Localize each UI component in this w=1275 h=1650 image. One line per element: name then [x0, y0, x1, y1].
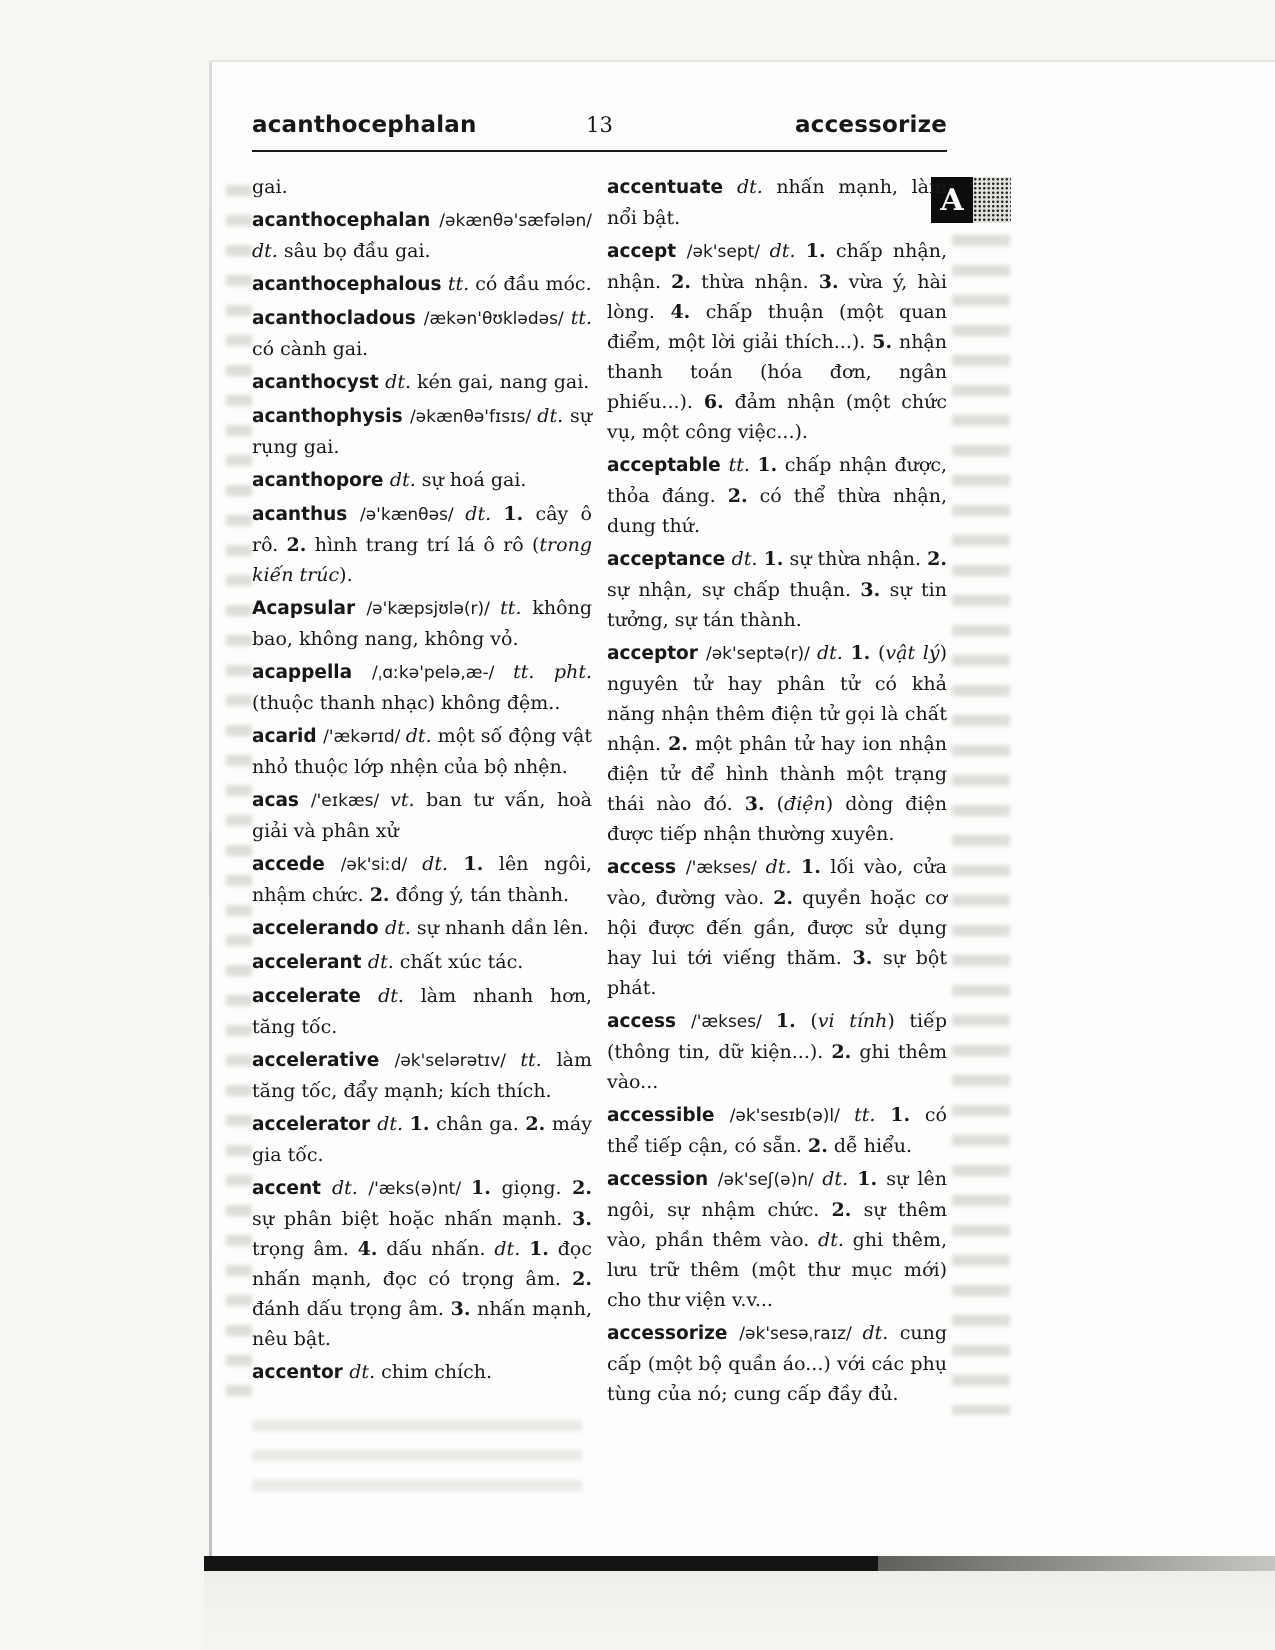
entry-segment: cây ô rô.	[252, 503, 592, 556]
entry-segment: 2.	[808, 1135, 828, 1157]
entry-segment: (	[795, 1010, 818, 1032]
entry-segment: dt.	[378, 985, 404, 1007]
bleed-through-text-bottom	[252, 1420, 582, 1510]
header-rule	[252, 150, 947, 152]
entry-segment: accelerando	[252, 918, 386, 939]
entry-segment: (thuộc thanh nhạc) không đệm..	[252, 692, 561, 714]
entry-segment: trong kiến trúc	[252, 534, 592, 586]
entry-segment: accentuate	[607, 177, 737, 198]
entry-segment: acanthopore	[252, 470, 390, 491]
entry-segment: 2.	[831, 1199, 852, 1221]
entry-segment: 1.	[890, 1104, 911, 1126]
entry-segment: accede	[252, 854, 341, 875]
entry-segment: đảm nhận (một chức vụ, một công việc...).	[607, 391, 948, 443]
dictionary-entry	[607, 236, 947, 447]
entry-segment: /ək'septə(r)/	[705, 644, 817, 664]
entry-segment: dt.	[736, 176, 763, 198]
entry-segment: acarid	[252, 726, 324, 747]
entry-segment: acanthus	[252, 504, 360, 525]
entry-segment: 1.	[763, 548, 784, 570]
dictionary-entry	[252, 1173, 592, 1354]
dictionary-entry	[252, 721, 592, 782]
dictionary-entry	[252, 172, 592, 202]
dictionary-entry	[607, 1318, 947, 1409]
entry-segment: dt.	[816, 642, 851, 664]
entry-segment: giọng.	[490, 1177, 573, 1199]
dictionary-entry	[252, 269, 592, 300]
dictionary-entry	[252, 947, 592, 978]
entry-segment: accelerate	[252, 986, 379, 1007]
right-column	[607, 172, 947, 1412]
entry-segment: sự nhận, sự chấp thuận.	[607, 579, 861, 601]
entry-segment: nhấn mạnh, nêu bật.	[252, 1298, 592, 1350]
entry-segment: accentor	[252, 1362, 350, 1383]
dictionary-entry	[607, 1164, 947, 1315]
entry-segment: 3.	[818, 271, 839, 293]
entry-segment: dt.	[818, 1229, 844, 1251]
entry-segment: hình trang trí lá ô rô (	[306, 534, 540, 556]
entry-segment: dễ hiểu.	[827, 1135, 913, 1157]
entry-segment: dt.	[405, 725, 432, 747]
dictionary-entry	[252, 1045, 592, 1106]
entry-segment: có đầu móc.	[469, 273, 592, 295]
entry-segment: access	[607, 857, 686, 878]
entry-segment: accession	[607, 1169, 718, 1190]
entry-segment: 2.	[369, 884, 390, 906]
entry-segment: dt.	[862, 1322, 889, 1344]
entry-segment: sâu bọ đầu gai.	[277, 240, 431, 262]
entry-segment: /ək'seʃ(ə)n/	[717, 1170, 823, 1190]
entry-segment: lối vào, cửa vào, đường vào.	[607, 856, 947, 909]
entry-segment: một số động vật nhỏ thuộc lớp nhện của bộ nhện.	[252, 725, 592, 778]
entry-segment: accept	[607, 241, 687, 262]
entry-segment: sự thừa nhận.	[783, 548, 928, 570]
bleed-through-text-left	[226, 185, 252, 1415]
entry-segment: trọng âm.	[252, 1238, 358, 1260]
entry-segment: dt.	[385, 917, 411, 939]
dictionary-entry	[607, 172, 947, 233]
entry-segment: 2.	[572, 1177, 592, 1199]
entry-segment: sự nhanh dần lên.	[410, 917, 589, 939]
entry-segment: acappella	[252, 662, 373, 683]
dictionary-entry	[607, 450, 947, 541]
entry-segment: acceptor	[607, 643, 706, 664]
entry-segment: dt.	[494, 1238, 530, 1260]
entry-segment: 1.	[503, 503, 524, 525]
entry-segment: /ək'selərətɪv/	[394, 1051, 521, 1071]
entry-segment: sự phân biệt hoặc nhấn mạnh.	[252, 1208, 573, 1230]
entry-segment: vt.	[390, 789, 415, 811]
entry-segment: 2.	[525, 1113, 546, 1135]
entry-segment: 2.	[572, 1268, 592, 1290]
entry-segment: dt.	[422, 853, 464, 875]
entry-segment: không bao, không nang, không vỏ.	[252, 597, 592, 650]
entry-segment: 1.	[463, 853, 484, 875]
entry-segment: /ˌɑːkə'pelə,æ-/	[372, 663, 514, 683]
entry-segment: có thể tiếp cận, có sẵn.	[607, 1104, 947, 1157]
entry-segment: ghi thêm vào...	[607, 1041, 947, 1093]
page-header	[252, 112, 947, 146]
entry-segment: tt.	[500, 597, 522, 619]
dictionary-entry	[252, 785, 592, 846]
entry-segment: tt.	[854, 1104, 891, 1126]
entry-segment: ban tư vấn, hoà giải và phân xử	[252, 789, 593, 842]
entry-segment: 2.	[671, 271, 691, 293]
entry-segment: 1.	[529, 1238, 549, 1260]
thumb-tab-letter: A	[931, 177, 973, 223]
entry-segment: dấu nhấn.	[377, 1238, 495, 1260]
entry-segment: /ək'sesɪb(ə)l/	[729, 1106, 855, 1126]
entry-segment: 1.	[757, 454, 778, 476]
entry-segment: có thể thừa nhận, dung thứ.	[607, 485, 947, 537]
dictionary-entry	[607, 1100, 947, 1161]
dictionary-entry	[607, 544, 947, 635]
entry-segment: 6.	[703, 391, 724, 413]
entry-segment: tt.	[520, 1049, 542, 1071]
entry-segment: 2.	[773, 887, 794, 909]
dictionary-entry	[252, 981, 592, 1042]
dictionary-entry	[252, 913, 592, 944]
scan-top-edge	[209, 60, 1275, 62]
entry-segment: kén gai, nang gai.	[411, 371, 590, 393]
entry-segment: ) nguyên tử hay phân tử có khả năng nhận thêm điện tử gọi là chất nhận.	[607, 642, 947, 755]
entry-segment: ) tiếp (thông tin, dữ kiện...).	[607, 1010, 947, 1063]
entry-segment: 1.	[801, 856, 821, 878]
entry-segment: accelerant	[252, 952, 368, 973]
entry-segment: ).	[339, 564, 353, 586]
entry-segment: sự bột phát.	[607, 947, 947, 999]
entry-segment: /ækən'θʊklədəs/	[423, 309, 571, 329]
entry-segment: 3.	[852, 947, 873, 969]
entry-segment: dt.	[769, 240, 806, 262]
entry-segment: đọc nhấn mạnh, đọc có trọng âm.	[252, 1238, 592, 1290]
entry-segment: dt.	[731, 548, 764, 570]
entry-segment: làm nhanh hơn, tăng tốc.	[252, 985, 592, 1038]
entry-segment: dt.	[252, 240, 278, 262]
scan-bottom-margin	[204, 1571, 1275, 1650]
entry-segment: lên ngôi, nhậm chức.	[252, 853, 592, 906]
entry-segment: dt.	[349, 1361, 376, 1383]
dictionary-entry	[252, 303, 592, 364]
entry-segment: tt.	[728, 454, 758, 476]
entry-segment: 2.	[286, 534, 307, 556]
entry-segment: ghi thêm, lưu trữ thêm (một thư mục mới) cho thư viện v.v...	[607, 1229, 947, 1311]
dictionary-entry	[252, 205, 592, 266]
entry-segment: ) dòng điện được tiếp nhận thường xuyên.	[607, 793, 948, 845]
entry-segment: /'eɪkæs/	[310, 791, 391, 811]
entry-segment: acceptance	[607, 549, 732, 570]
entry-segment: sự thêm vào, phần thêm vào.	[607, 1199, 948, 1251]
entry-segment: vi tính	[817, 1010, 888, 1032]
entry-segment: dt.	[389, 469, 416, 491]
entry-segment: 3.	[860, 579, 881, 601]
entry-segment: vật lý	[885, 642, 940, 664]
entry-segment: (	[764, 793, 785, 815]
entry-segment: vừa ý, hài lòng.	[607, 271, 947, 323]
entry-segment: sự tin tưởng, sự tán thành.	[607, 579, 947, 631]
entry-segment: accelerative	[252, 1050, 395, 1071]
guide-word-left: acanthocephalan	[252, 112, 477, 138]
dictionary-entry	[252, 593, 592, 654]
entry-segment: sự lên ngôi, sự nhậm chức.	[607, 1168, 947, 1221]
entry-segment: 2.	[927, 548, 947, 570]
entry-segment: chấp nhận được, thỏa đáng.	[607, 454, 948, 507]
entry-segment: chấp thuận (một quan điểm, một lời giải thích...).	[607, 301, 948, 353]
entry-segment: chân ga.	[429, 1113, 526, 1135]
entry-segment: 1.	[471, 1177, 491, 1199]
entry-segment: /ək'siːd/	[340, 855, 423, 875]
entry-segment: nhấn mạnh, làm nổi bật.	[607, 176, 947, 229]
entry-segment: tt.	[447, 273, 470, 295]
bleed-through-text-right	[952, 235, 1010, 1415]
entry-segment: 2.	[727, 485, 748, 507]
entry-segment: /ək'sesəˌraɪz/	[739, 1324, 863, 1344]
entry-segment: /ə'kænθəs/	[360, 505, 466, 525]
dictionary-entry	[607, 638, 947, 849]
entry-segment: 1.	[775, 1010, 796, 1032]
entry-segment: /'ækses/	[691, 1012, 776, 1032]
dictionary-entry	[252, 367, 592, 398]
entry-segment: làm tăng tốc, đẩy mạnh; kích thích.	[252, 1049, 592, 1102]
entry-segment: một phân tử hay ion nhận điện tử để hình thành một trạng thái nào đó.	[607, 733, 947, 815]
thumb-tab-halftone-pattern	[973, 177, 1011, 223]
entry-segment: dt.	[377, 1113, 410, 1135]
entry-segment: sự rụng gai.	[252, 405, 593, 458]
entry-segment: 1.	[850, 642, 871, 664]
entry-segment: thừa nhận.	[691, 271, 819, 293]
entry-segment: accent	[252, 1178, 332, 1199]
dictionary-entry	[607, 852, 947, 1003]
entry-segment: 2.	[831, 1041, 852, 1063]
scan-bottom-edge-dark	[204, 1556, 878, 1571]
entry-segment: chất xúc tác.	[393, 951, 524, 973]
entry-segment: acanthocephalous	[252, 274, 448, 295]
entry-segment: đánh dấu trọng âm.	[252, 1298, 451, 1320]
entry-segment: 1.	[409, 1113, 430, 1135]
entry-segment: accessible	[607, 1105, 730, 1126]
entry-segment: 5.	[872, 331, 893, 353]
entry-segment: gai.	[252, 176, 288, 198]
entry-segment: tt. pht.	[513, 661, 592, 683]
entry-segment: /'ækərɪd/	[323, 727, 406, 747]
entry-segment: acanthocephalan	[252, 210, 440, 231]
entry-segment: acanthocyst	[252, 372, 386, 393]
entry-segment: dt.	[537, 405, 564, 427]
entry-segment: sự hoá gai.	[415, 469, 527, 491]
entry-segment: nhận thanh toán (hóa đơn, ngân phiếu...).	[607, 331, 947, 413]
entry-segment: accessorize	[607, 1323, 740, 1344]
entry-segment: acceptable	[607, 455, 729, 476]
entry-segment: access	[607, 1011, 692, 1032]
entry-segment: 3.	[744, 793, 765, 815]
entry-segment: /əkænθə'sæfələn/	[439, 211, 592, 231]
page-number: 13	[586, 113, 613, 137]
entry-segment: acanthocladous	[252, 308, 424, 329]
dictionary-entry	[252, 1357, 592, 1388]
entry-segment: /'æks(ə)nt/	[368, 1179, 472, 1199]
entry-segment: tt.	[570, 307, 592, 329]
entry-segment: /'ækses/	[685, 858, 766, 878]
entry-segment: máy gia tốc.	[252, 1113, 592, 1166]
entry-segment: 4.	[357, 1238, 378, 1260]
entry-segment: /ə'kæpsjʊlə(r)/	[366, 599, 501, 619]
entry-segment: quyền hoặc cơ hội được đến gần, được sử dụng hay lui tới viếng thăm.	[607, 887, 948, 969]
entry-segment: 3.	[572, 1208, 592, 1230]
entry-segment: Acapsular	[252, 598, 367, 619]
guide-word-right: accessorize	[795, 112, 947, 138]
entry-segment: /ək'sept/	[686, 242, 770, 262]
entry-segment: (	[870, 642, 886, 664]
entry-segment: acanthophysis	[252, 406, 410, 427]
entry-segment: chấp nhận, nhận.	[607, 240, 947, 293]
entry-segment: 4.	[670, 301, 691, 323]
entry-segment: 1.	[805, 240, 826, 262]
entry-segment: dt.	[367, 951, 394, 973]
entry-segment: 3.	[450, 1298, 471, 1320]
left-column	[252, 172, 592, 1391]
entry-segment: acas	[252, 790, 311, 811]
entry-segment: điện	[784, 793, 826, 815]
entry-segment: có cành gai.	[252, 338, 369, 360]
entry-segment: dt.	[822, 1168, 858, 1190]
entry-segment: dt.	[465, 503, 504, 525]
entry-segment: accelerator	[252, 1114, 378, 1135]
entry-segment: /əkænθə'fɪsɪs/	[409, 407, 538, 427]
entry-segment: dt.	[765, 856, 802, 878]
dictionary-entry	[252, 499, 592, 590]
dictionary-entry	[252, 401, 592, 462]
dictionary-entry	[607, 1006, 947, 1097]
scan-left-edge	[209, 62, 212, 1556]
entry-segment: đồng ý, tán thành.	[389, 884, 570, 906]
entry-segment: dt.	[385, 371, 411, 393]
entry-segment: chim chích.	[375, 1361, 493, 1383]
entry-segment: cung cấp (một bộ quần áo...) với các phụ tùng của nó; cung cấp đầy đủ.	[607, 1322, 947, 1405]
dictionary-entry	[252, 1109, 592, 1170]
dictionary-entry	[252, 657, 592, 718]
dictionary-entry	[252, 849, 592, 910]
entry-segment: 1.	[857, 1168, 878, 1190]
dictionary-entry	[252, 465, 592, 496]
entry-segment: dt.	[331, 1177, 369, 1199]
entry-segment: 2.	[668, 733, 688, 755]
scan-bottom-edge-gray	[878, 1556, 1275, 1571]
